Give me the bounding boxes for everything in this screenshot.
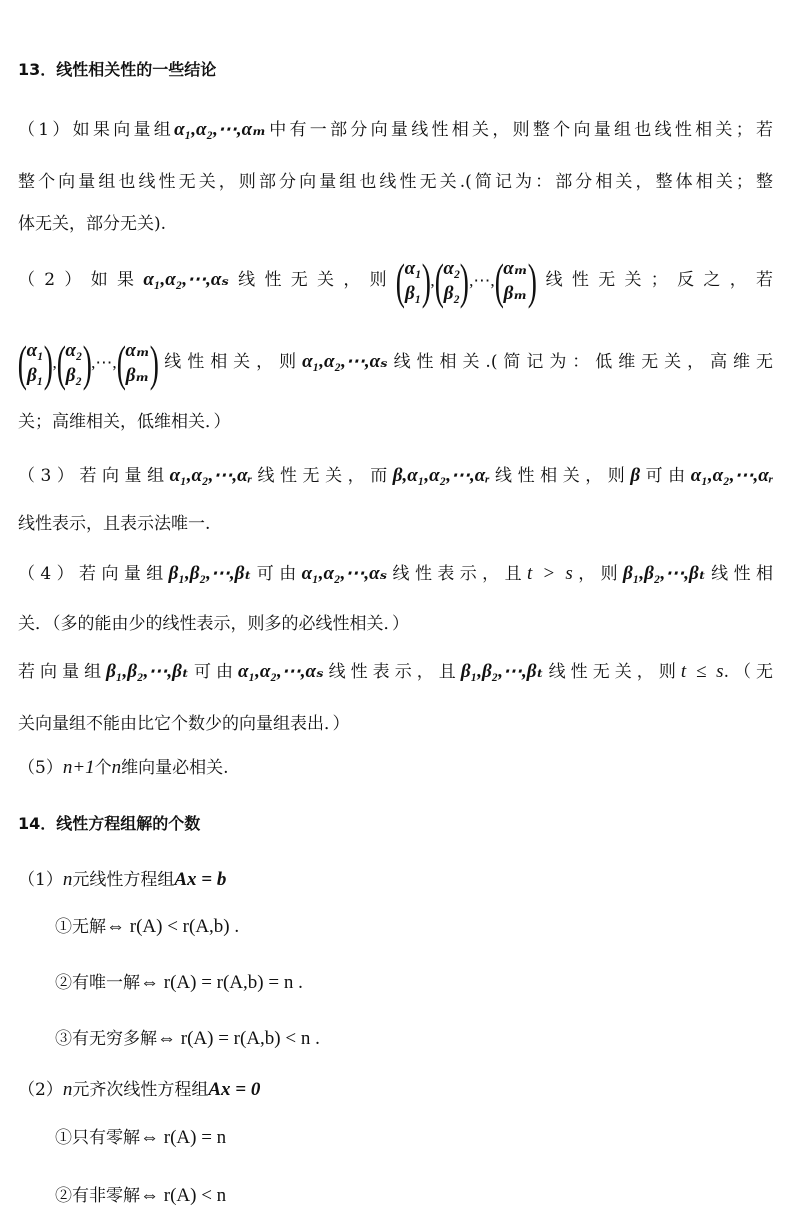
item-3-line-2: 线性表示，且表示法唯一. bbox=[18, 514, 211, 534]
item-4-prefix: （4）若向量组 bbox=[18, 564, 169, 584]
vector-beta-m: βₘ bbox=[503, 282, 528, 304]
equation-ax-0: Ax = 0 bbox=[208, 1079, 261, 1100]
equation-ax-b: Ax = b bbox=[174, 869, 227, 890]
vector-alpha-2: α₂ bbox=[443, 257, 461, 279]
vector-set-alpha-m: α₁,α₂,⋯,αₘ bbox=[174, 119, 266, 140]
case-only-zero-solution bbox=[55, 1126, 755, 1150]
case-label: ③有无穷多解 bbox=[55, 1029, 157, 1049]
case-expr: ⇔ r(A) < n bbox=[140, 1185, 227, 1206]
item-2-text-4: 线性相关.(简记为：低维无关，高维无 bbox=[387, 352, 774, 372]
item-1-text: 中有一部分向量线性相关，则整个向量组也线性相关；若 bbox=[265, 120, 773, 140]
item-5-text: 个 bbox=[94, 758, 112, 778]
var-n: n bbox=[62, 869, 73, 890]
vector-alpha-1: α₁ bbox=[404, 257, 422, 279]
case-expr: ⇔ r(A) = r(A,b) < n . bbox=[157, 1028, 320, 1049]
case-label: ①无解 bbox=[55, 917, 106, 937]
section-heading-14: 14．线性方程组解的个数 bbox=[18, 814, 201, 833]
var-n: n bbox=[62, 1079, 73, 1100]
case-expr: ⇔ r(A) = r(A,b) = n . bbox=[140, 972, 303, 993]
vector-beta-1: β₁ bbox=[405, 282, 422, 304]
vector-beta: β bbox=[630, 465, 641, 486]
vector-set-beta-alpha-r: β,α₁,α₂,⋯,αᵣ bbox=[392, 465, 490, 486]
vector-beta-1: β₁ bbox=[27, 364, 44, 386]
item-2-line-3: 关；高维相关，低维相关．） bbox=[18, 412, 231, 432]
vector-set-alpha-s-4: α₁,α₂,⋯,αₛ bbox=[238, 661, 324, 682]
case-label: ①只有零解 bbox=[55, 1128, 140, 1148]
item-2-text: 线性无关，则 bbox=[228, 270, 396, 290]
vector-set-alpha-r: α₁,α₂,⋯,αᵣ bbox=[169, 465, 252, 486]
case-expr: ⇔ r(A) < r(A,b) . bbox=[106, 916, 240, 937]
item-4-line-4: 关向量组不能由比它个数少的向量组表出．） bbox=[18, 714, 350, 734]
p1-text: 元线性方程组 bbox=[72, 870, 175, 890]
case-nonzero-solution bbox=[55, 1184, 755, 1208]
vector-set-beta-t-4: β₁,β₂,⋯,βₜ bbox=[460, 661, 544, 682]
item-4-text-8: 线性无关，则 bbox=[543, 662, 681, 682]
vector-set-alpha-r-2: α₁,α₂,⋯,αᵣ bbox=[690, 465, 773, 486]
vector-alpha-m: αₘ bbox=[125, 339, 150, 361]
item-3-text: 线性无关，而 bbox=[251, 466, 393, 486]
p1-prefix: （1） bbox=[18, 870, 63, 890]
p2-text: 元齐次线性方程组 bbox=[72, 1080, 209, 1100]
vector-set-beta-t-2: β₁,β₂,⋯,βₜ bbox=[623, 563, 706, 584]
item-4-line-1 bbox=[18, 562, 773, 586]
item-1-line-2: 整个向量组也线性无关，则部分向量组也线性无关.(简记为：部分相关，整体相关；整 bbox=[18, 172, 773, 192]
item-5 bbox=[18, 756, 773, 780]
item-1-line-3: 体无关，部分无关). bbox=[18, 214, 167, 234]
vector-beta-2: β₂ bbox=[65, 364, 83, 386]
item-4-line-2: 关．（多的能由少的线性表示，则多的必线性相关．） bbox=[18, 614, 409, 634]
condition-t-le-s: t ≤ s bbox=[680, 661, 724, 682]
vector-alpha-1: α₁ bbox=[26, 339, 44, 361]
case-infinite-solutions bbox=[55, 1027, 755, 1051]
item-2-prefix: （2）如果 bbox=[18, 270, 144, 290]
item-4-text: 可由 bbox=[251, 564, 302, 584]
item-5-prefix: （5） bbox=[18, 758, 63, 778]
eq-system-1 bbox=[18, 868, 773, 892]
vector-alpha-2: α₂ bbox=[65, 339, 83, 361]
item-5-text-2: 维向量必相关. bbox=[121, 758, 229, 778]
condition-t-gt-s: t > s bbox=[527, 563, 573, 584]
vector-set-beta-t-3: β₁,β₂,⋯,βₜ bbox=[106, 661, 189, 682]
item-2-line-2 bbox=[18, 334, 773, 390]
item-4-text-5: 若向量组 bbox=[18, 662, 107, 682]
p2-prefix: （2） bbox=[18, 1080, 63, 1100]
vector-beta-2: β₂ bbox=[443, 282, 461, 304]
case-no-solution bbox=[55, 915, 755, 939]
case-unique-solution bbox=[55, 971, 755, 995]
vector-set-alpha-s: α₁,α₂,⋯,αₛ bbox=[143, 269, 229, 290]
item-3-text-2: 线性相关，则 bbox=[489, 466, 631, 486]
eq-system-2 bbox=[18, 1078, 773, 1102]
stacked-vectors-group-2: ( α₁ β₁ ) , ( α₂ β₂ ) , ⋯, ( αₘ βₘ ) bbox=[17, 334, 159, 391]
expr-n-plus-1: n+1 bbox=[62, 757, 95, 778]
item-2-line-1 bbox=[18, 252, 773, 308]
vector-set-alpha-s-3: α₁,α₂,⋯,αₛ bbox=[301, 563, 388, 584]
case-label: ②有唯一解 bbox=[55, 973, 140, 993]
item-3-text-3: 可由 bbox=[640, 466, 691, 486]
vector-alpha-m: αₘ bbox=[503, 257, 528, 279]
item-4-text-2: 线性表示，且 bbox=[387, 564, 527, 584]
var-n: n bbox=[111, 757, 122, 778]
vector-set-alpha-s-2: α₁,α₂,⋯,αₛ bbox=[302, 351, 388, 372]
item-3-prefix: （3）若向量组 bbox=[18, 466, 170, 486]
item-4-text-7: 线性表示，且 bbox=[323, 662, 461, 682]
item-4-text-3: ，则 bbox=[572, 564, 624, 584]
vector-set-beta-t: β₁,β₂,⋯,βₜ bbox=[168, 563, 252, 584]
case-label: ②有非零解 bbox=[55, 1186, 140, 1206]
stacked-vectors-group: ( α₁ β₁ ) , ( α₂ β₂ ) , ⋯, ( αₘ βₘ ) bbox=[395, 252, 537, 309]
item-2-text-3: 线性相关，则 bbox=[158, 352, 303, 372]
vector-beta-m: βₘ bbox=[125, 364, 150, 386]
section-heading-13: 13．线性相关性的一些结论 bbox=[18, 60, 217, 79]
item-1-line-1 bbox=[18, 118, 773, 142]
item-1-prefix: （1）如果向量组 bbox=[18, 120, 175, 140]
case-expr: ⇔ r(A) = n bbox=[140, 1127, 227, 1148]
item-3-line-1 bbox=[18, 464, 773, 488]
item-2-text-2: 线性无关；反之，若 bbox=[536, 270, 774, 290]
item-4-line-3 bbox=[18, 660, 773, 684]
item-4-text-6: 可由 bbox=[188, 662, 239, 682]
item-4-text-9: .（无 bbox=[723, 662, 774, 682]
item-4-text-4: 线性相 bbox=[705, 564, 773, 584]
